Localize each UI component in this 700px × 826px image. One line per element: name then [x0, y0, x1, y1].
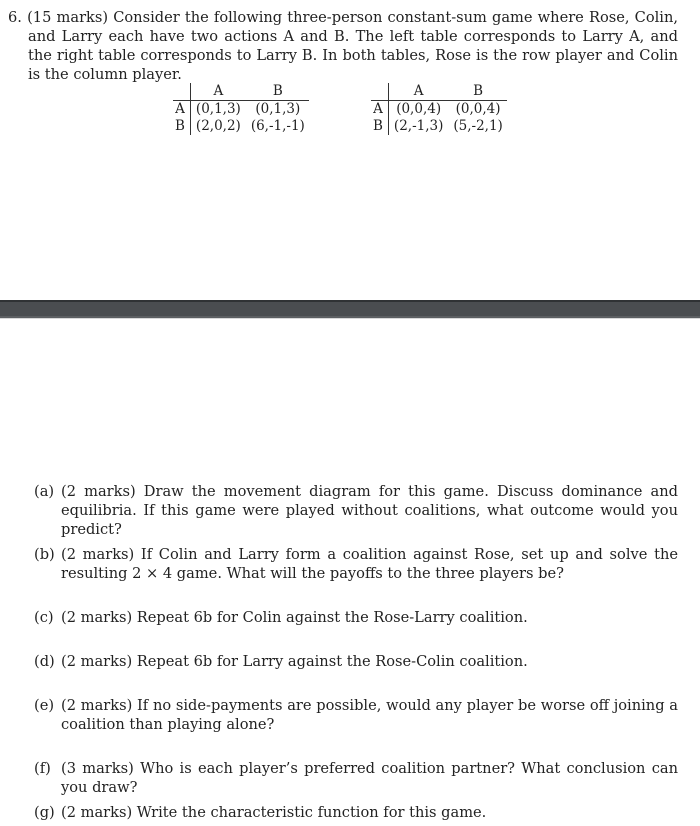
- part-text: (2 marks) If Colin and Larry form a coalition against Rose, set up and solve the resulting 2 × 4 game. What will the payoffs to the three players be?: [61, 546, 678, 582]
- part-text: (2 marks) Repeat 6b for Larry against the Rose-Colin coalition.: [61, 653, 528, 670]
- part-label: (g): [34, 804, 55, 821]
- question-part: [34, 759, 678, 797]
- table-header-row: [371, 83, 507, 101]
- payoff-cell: (0,1,3): [255, 101, 301, 117]
- problem-intro-text: (15 marks) Consider the following three-person constant-sum game where Rose, Colin, and Larry each have two actions A and B. The left table corresponds to Larry A, and the right table corresponds to Larry B. In both tables, Rose is the row player and Colin is the column player.: [27, 9, 679, 83]
- column-header: A: [190, 83, 250, 101]
- part-text: (2 marks) Write the characteristic function for this game.: [61, 804, 487, 821]
- payoff-cell: (0,1,3): [195, 101, 241, 117]
- question-part: [34, 652, 678, 671]
- problem-intro-paragraph: [8, 8, 678, 84]
- part-text: (2 marks) If no side-payments are possible, would any player be worse off joining a coalition than playing alone?: [61, 697, 678, 733]
- problem-number: 6.: [8, 9, 22, 26]
- payoff-cell: (2,-1,3): [393, 118, 444, 134]
- question-part: [34, 696, 678, 734]
- column-header: B: [453, 83, 506, 101]
- payoff-cell: (2,0,2): [195, 118, 241, 134]
- part-label: (b): [34, 546, 55, 563]
- table-row: [371, 118, 507, 135]
- part-label: (a): [34, 483, 55, 500]
- payoff-cell: (0,0,4): [396, 101, 442, 117]
- page-divider-shadow: [0, 318, 700, 319]
- question-part: [34, 482, 678, 539]
- table-row: [173, 118, 309, 135]
- payoff-table-larry-b: [371, 83, 507, 135]
- part-text: (2 marks) Draw the movement diagram for this game. Discuss dominance and equilibria. If this game were played without coalitions, what outcome would you predict?: [61, 483, 678, 538]
- part-text: (3 marks) Who is each player’s preferred coalition partner? What conclusion can you draw?: [61, 760, 678, 796]
- row-header: A: [173, 101, 190, 119]
- problem-statement: [8, 8, 678, 84]
- question-part: [34, 803, 678, 822]
- table-row: [173, 101, 309, 119]
- row-header: B: [173, 118, 190, 135]
- payoff-cell: (0,0,4): [455, 101, 501, 117]
- payoff-cell: (5,-2,1): [453, 118, 503, 134]
- column-header: B: [251, 83, 309, 101]
- part-label: (e): [34, 697, 55, 714]
- table-row: [371, 101, 507, 119]
- column-header: A: [388, 83, 453, 101]
- payoff-cell: (6,-1,-1): [250, 118, 305, 134]
- part-label: (c): [34, 609, 54, 626]
- page-divider-bar: [0, 300, 700, 318]
- table-corner: [371, 83, 388, 101]
- part-text: (2 marks) Repeat 6b for Colin against the Rose-Larry coalition.: [61, 609, 528, 626]
- row-header: A: [371, 101, 388, 119]
- part-label: (d): [34, 653, 55, 670]
- row-header: B: [371, 118, 388, 135]
- table-header-row: [173, 83, 309, 101]
- question-part: [34, 545, 678, 583]
- part-label: (f): [34, 760, 51, 777]
- payoff-table-larry-a: [173, 83, 309, 135]
- question-part: [34, 608, 678, 627]
- table-corner: [173, 83, 190, 101]
